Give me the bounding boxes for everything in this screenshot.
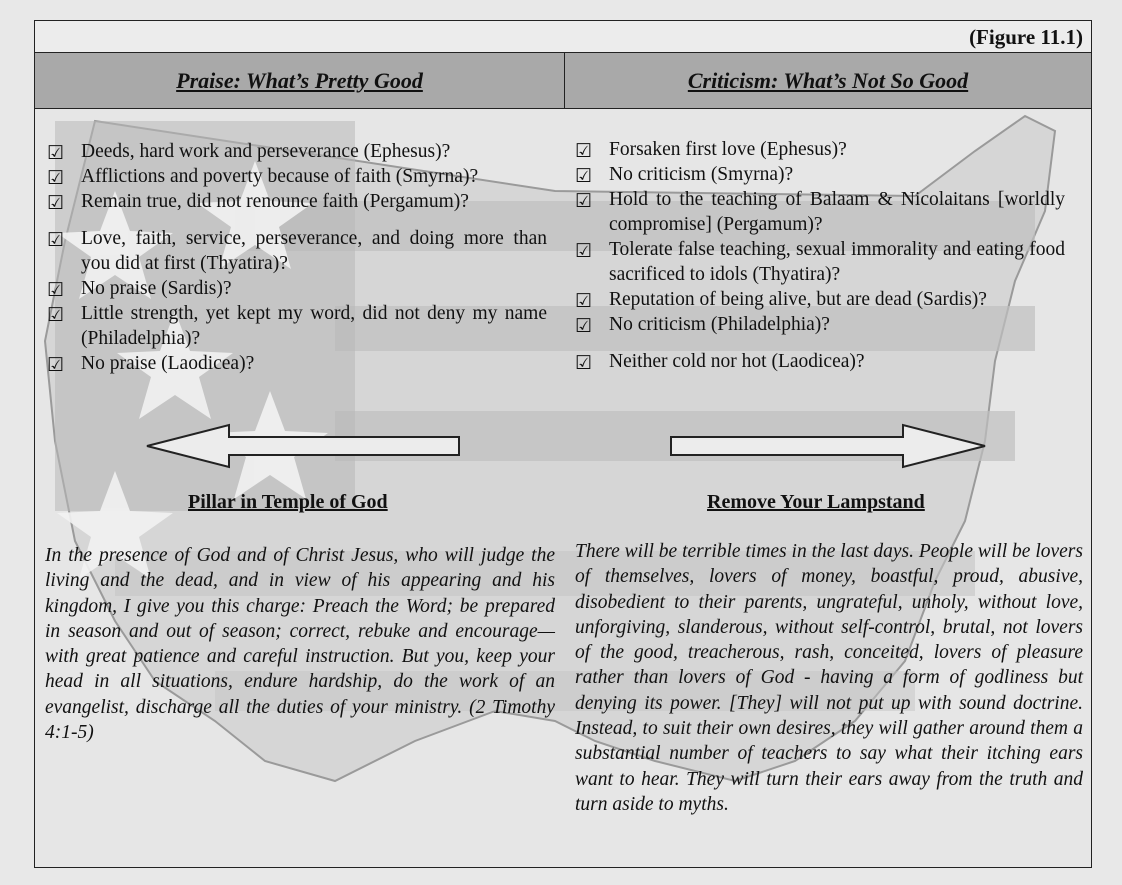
checkbox-icon: ☑	[47, 305, 65, 326]
criticism-item-text: Reputation of being alive, but are dead (Sardis)?	[609, 289, 987, 310]
checkbox-icon: ☑	[47, 168, 65, 189]
criticism-item-text: Forsaken first love (Ephesus)?	[609, 139, 847, 160]
criticism-item-text: No criticism (Smyrna)?	[609, 164, 794, 185]
criticism-list	[575, 137, 1065, 374]
list-spacer	[575, 337, 1065, 349]
checkbox-icon: ☑	[575, 166, 593, 187]
right-arrow-icon	[667, 423, 987, 469]
list-item	[575, 312, 1065, 337]
praise-item-text: Little strength, yet kept my word, did not deny my name (Philadelphia)?	[81, 303, 547, 349]
criticism-item-text: Tolerate false teaching, sexual immorality and eating food sacrificed to idols (Thyatira)?	[609, 239, 1065, 285]
criticism-item-text: Neither cold nor hot (Laodicea)?	[609, 351, 865, 372]
list-item	[575, 287, 1065, 312]
list-spacer	[47, 214, 547, 226]
list-item	[47, 276, 547, 301]
right-scripture-quote: There will be terrible times in the last days. People will be lovers of themselves, lovers of money, boastful, proud, abusive, disobedient to their parents, ungrateful, unholy, without love, unforgiving, slanderous, without self-control, brutal, not lovers of the good, treacherous, rash, conceited, lovers of pleasure rather than lovers of God - having a form of godliness but denying its power. [They] will not put up with sound doctrine. Instead, to suit their own desires, they will gather around them a substantial number of teachers to say what their itching ears want to hear. They will turn their ears away from the truth and turn aside to myths.	[575, 541, 1083, 815]
list-item	[575, 162, 1065, 187]
list-item	[47, 226, 547, 276]
praise-item-text: No praise (Laodicea)?	[81, 353, 255, 374]
praise-item-text: Remain true, did not renounce faith (Pergamum)?	[81, 191, 469, 212]
list-item	[47, 139, 547, 164]
criticism-item-text: No criticism (Philadelphia)?	[609, 314, 830, 335]
left-arrow-icon	[145, 423, 465, 469]
list-item	[47, 301, 547, 351]
lampstand-outcome-title: Remove Your Lampstand	[707, 491, 925, 513]
checkbox-icon: ☑	[575, 353, 593, 374]
list-item	[575, 237, 1065, 287]
criticism-header	[565, 53, 1091, 109]
list-item	[47, 189, 547, 214]
praise-header-text: Praise: What’s Pretty Good	[176, 67, 423, 93]
pillar-outcome-title: Pillar in Temple of God	[188, 491, 388, 513]
checkbox-icon: ☑	[575, 316, 593, 337]
checkbox-icon: ☑	[575, 291, 593, 312]
checkbox-icon: ☑	[47, 193, 65, 214]
criticism-item-text: Hold to the teaching of Balaam & Nicolaitans [worldly compromise] (Pergamum)?	[609, 189, 1065, 235]
list-item	[575, 349, 1065, 374]
checkbox-icon: ☑	[575, 191, 593, 212]
list-item	[47, 164, 547, 189]
praise-item-text: Deeds, hard work and perseverance (Ephesus)?	[81, 141, 451, 162]
figure-frame	[34, 20, 1092, 868]
checkbox-icon: ☑	[47, 280, 65, 301]
criticism-header-text: Criticism: What’s Not So Good	[687, 67, 969, 93]
checkbox-icon: ☑	[47, 355, 65, 376]
praise-item-text: Love, faith, service, perseverance, and doing more than you did at first (Thyatira)?	[81, 228, 547, 274]
left-scripture-quote: In the presence of God and of Christ Jesus, who will judge the living and the dead, and in view of his appearing and his kingdom, I give you this charge: Preach the Word; be prepared in season and out of season; correct, rebuke and encourage—with great patience and careful instruction. But you, keep your head in all situations, endure hardship, do the work of an evangelist, discharge all the duties of your ministry. (2 Timothy 4:1-5)	[45, 545, 555, 744]
praise-header	[35, 53, 565, 109]
praise-list	[47, 139, 547, 376]
checkbox-icon: ☑	[575, 141, 593, 162]
figure-label: (Figure 11.1)	[969, 25, 1083, 49]
figure-label-row	[35, 21, 1091, 53]
list-item	[47, 351, 547, 376]
list-item	[575, 137, 1065, 162]
praise-item-text: No praise (Sardis)?	[81, 278, 232, 299]
praise-item-text: Afflictions and poverty because of faith (Smyrna)?	[81, 166, 479, 187]
checkbox-icon: ☑	[575, 241, 593, 262]
checkbox-icon: ☑	[47, 230, 65, 251]
list-item	[575, 187, 1065, 237]
checkbox-icon: ☑	[47, 143, 65, 164]
